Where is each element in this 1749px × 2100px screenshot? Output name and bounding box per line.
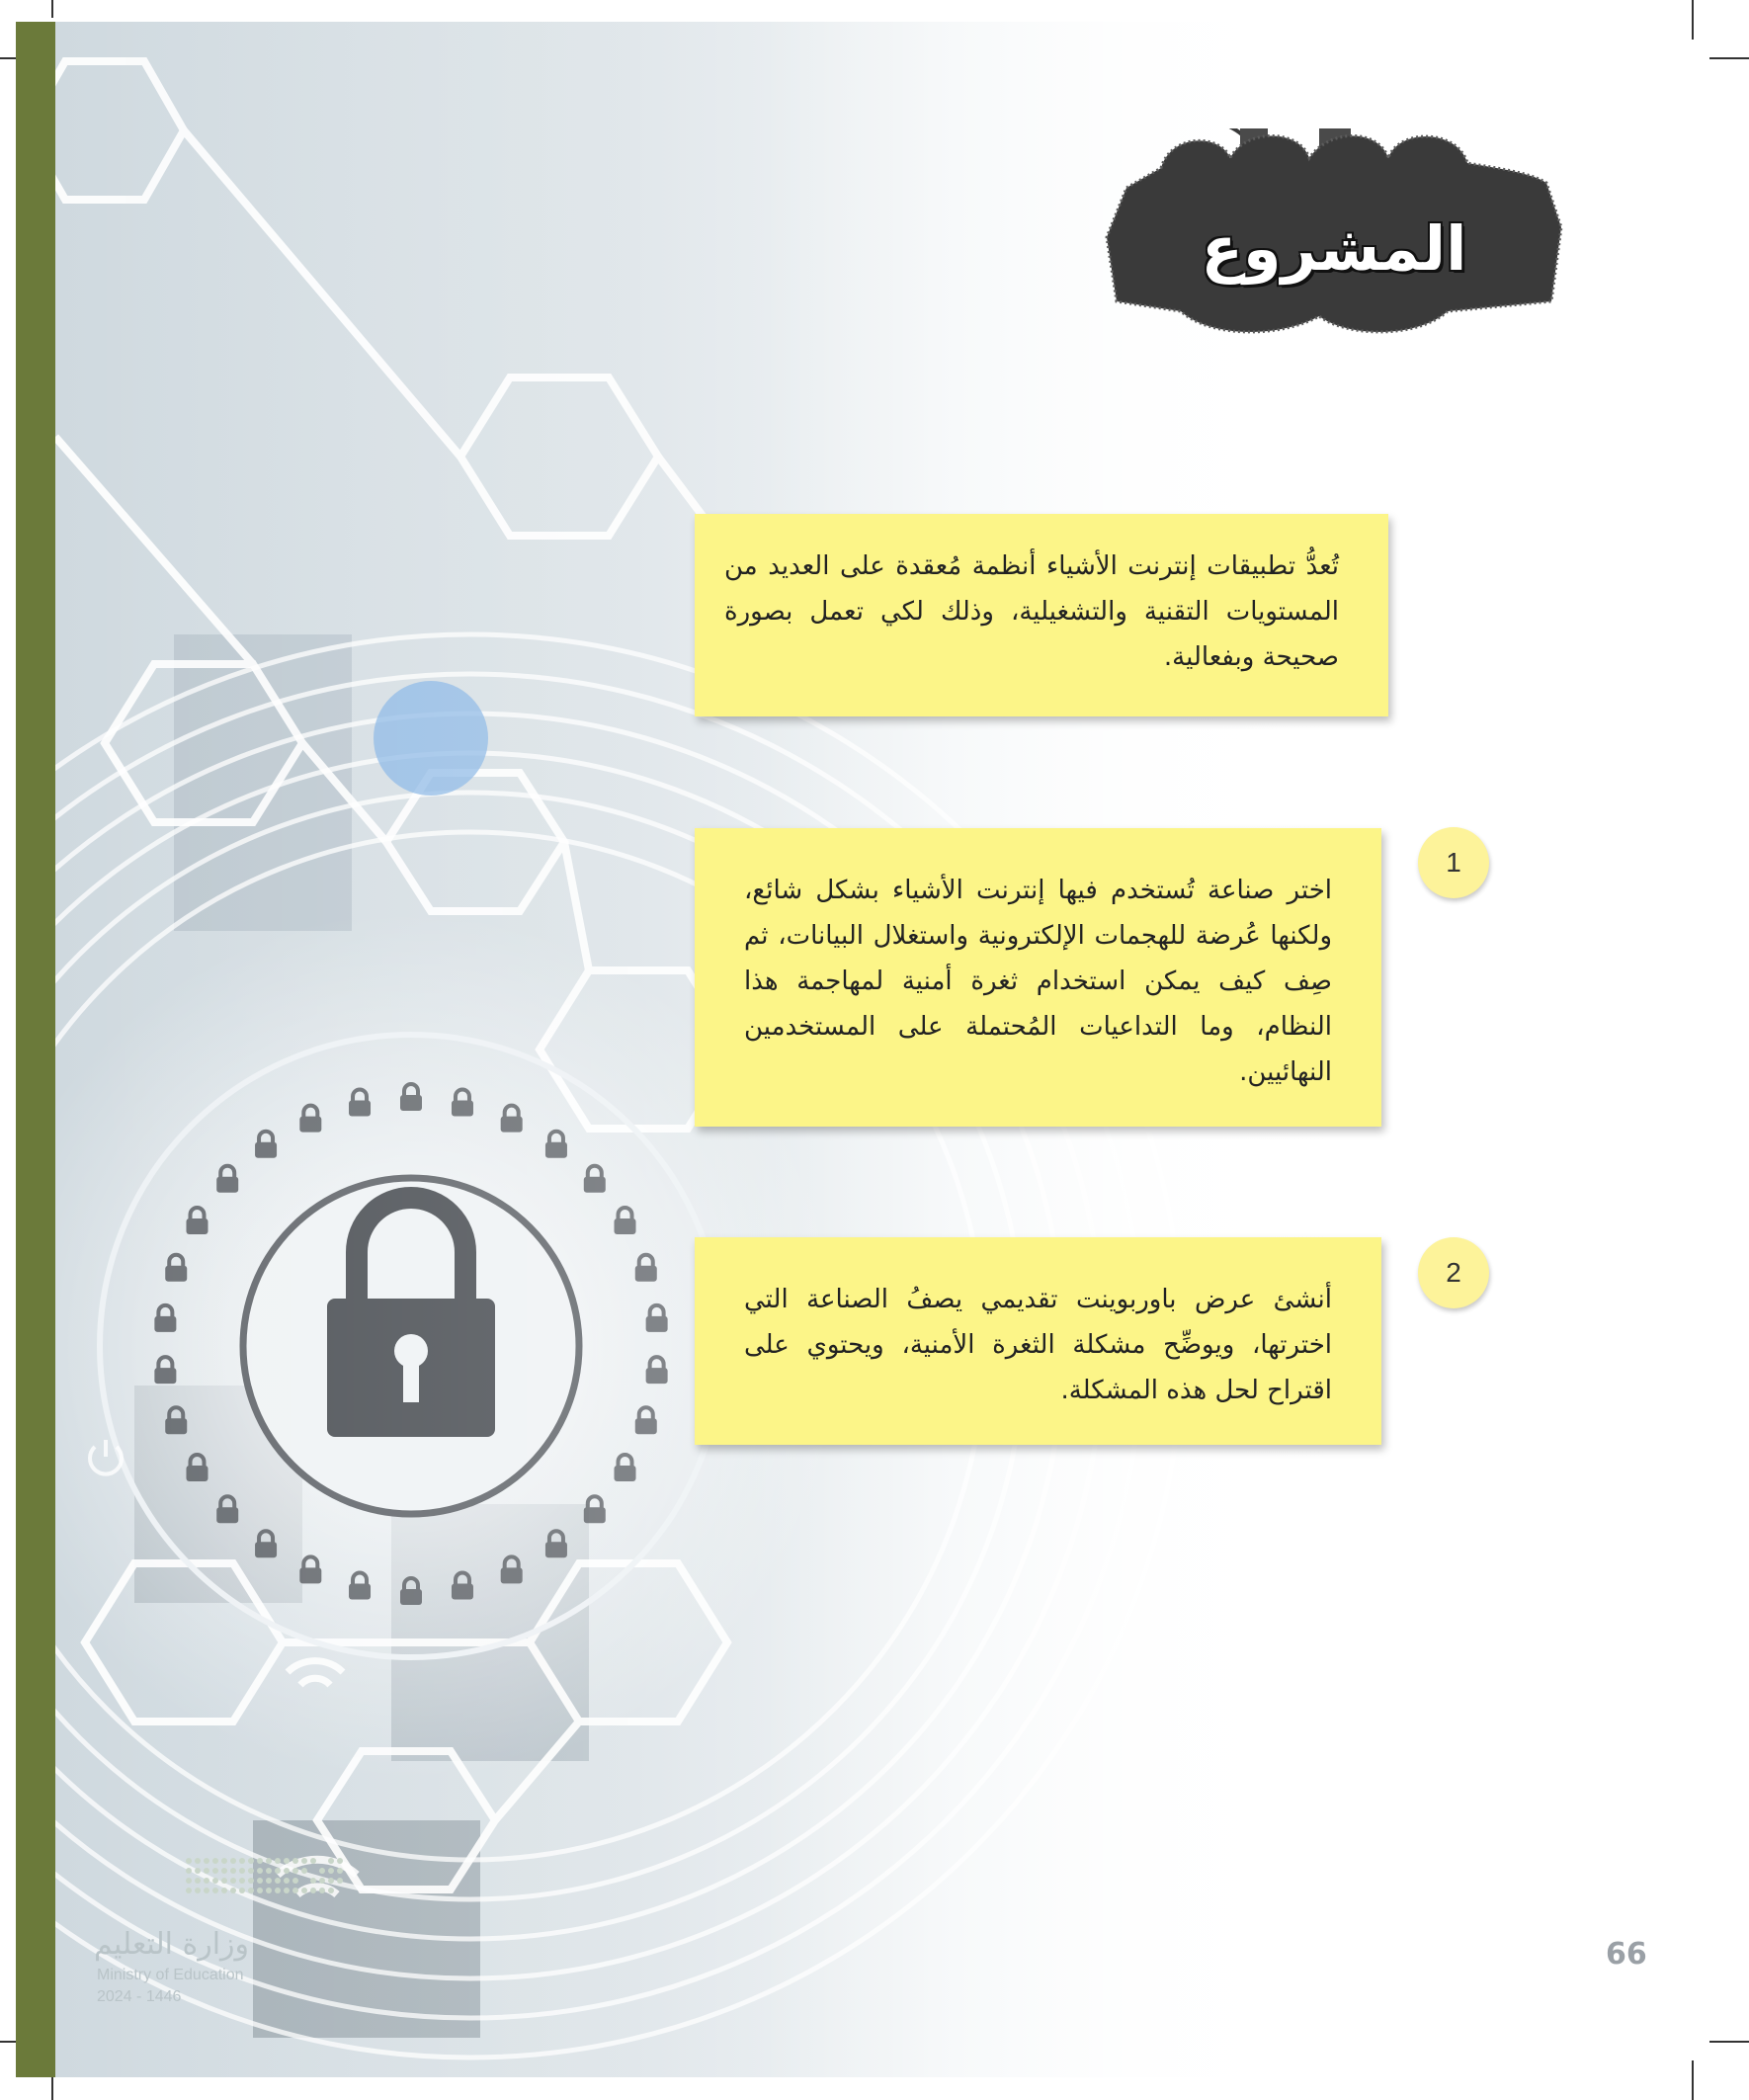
logo-dot xyxy=(186,1878,192,1884)
logo-dot xyxy=(230,1878,236,1884)
intro-text: تُعدُّ تطبيقات إنترنت الأشياء أنظمة مُعقدة على العديد من المستويات التقنية والتشغيلية، وذلك لكي تعمل بصورة صحيحة وبفعالية. xyxy=(724,551,1339,672)
step-2-note xyxy=(695,1237,1381,1445)
logo-dot xyxy=(248,1888,254,1893)
logo-dot xyxy=(319,1888,325,1893)
logo-dot xyxy=(266,1868,272,1874)
step-number-badge: 2 xyxy=(1418,1237,1489,1308)
logo-dot xyxy=(204,1858,209,1864)
logo-dot xyxy=(239,1878,245,1884)
logo-dot xyxy=(301,1868,307,1874)
logo-dot xyxy=(292,1878,298,1884)
logo-dot xyxy=(328,1858,334,1864)
logo-dot xyxy=(248,1878,254,1884)
logo-dot xyxy=(221,1878,227,1884)
ministry-year: 2024 - 1446 xyxy=(97,1988,182,2005)
step-1-note xyxy=(695,828,1381,1127)
logo-dot xyxy=(248,1858,254,1864)
logo-dot xyxy=(328,1878,334,1884)
ministry-logo xyxy=(94,1853,351,2011)
logo-dot xyxy=(301,1888,307,1893)
logo-dot xyxy=(301,1858,307,1864)
logo-dot xyxy=(284,1878,290,1884)
logo-dot xyxy=(257,1888,263,1893)
ministry-logo-icon xyxy=(183,1853,351,1902)
logo-dot xyxy=(319,1868,325,1874)
logo-dot xyxy=(221,1888,227,1893)
logo-dot xyxy=(337,1878,343,1884)
step-2-text: أنشئ عرض باوربوينت تقديمي يصفُ الصناعة التي اخترتها، ويوضِّح مشكلة الثغرة الأمنية، ويحتوي على اقتراح لحل هذه المشكلة. xyxy=(744,1285,1332,1405)
logo-dot xyxy=(310,1878,316,1884)
logo-dot xyxy=(186,1868,192,1874)
logo-dot xyxy=(230,1858,236,1864)
logo-dot xyxy=(204,1888,209,1893)
logo-dot xyxy=(284,1868,290,1874)
logo-dot xyxy=(292,1888,298,1893)
logo-dot xyxy=(337,1868,343,1874)
logo-dot xyxy=(195,1868,201,1874)
logo-dot xyxy=(328,1888,334,1893)
logo-dot xyxy=(275,1868,281,1874)
logo-dot xyxy=(239,1868,245,1874)
crop-mark xyxy=(1692,0,1694,40)
logo-dot xyxy=(319,1878,325,1884)
logo-dot xyxy=(212,1888,218,1893)
logo-dot xyxy=(195,1878,201,1884)
logo-dot xyxy=(239,1858,245,1864)
crop-mark xyxy=(1709,2041,1749,2043)
logo-dot xyxy=(257,1868,263,1874)
logo-dot xyxy=(266,1858,272,1864)
logo-dot xyxy=(292,1868,298,1874)
logo-dot xyxy=(212,1858,218,1864)
logo-dot xyxy=(239,1888,245,1893)
logo-dot xyxy=(310,1888,316,1893)
logo-dot xyxy=(221,1858,227,1864)
intro-note xyxy=(695,514,1388,716)
logo-dot xyxy=(195,1888,201,1893)
logo-dot xyxy=(266,1888,272,1893)
logo-dot xyxy=(292,1858,298,1864)
logo-dot xyxy=(204,1878,209,1884)
logo-dot xyxy=(337,1858,343,1864)
crop-mark xyxy=(51,0,53,18)
step-1-text: اختر صناعة تُستخدم فيها إنترنت الأشياء بشكل شائع، ولكنها عُرضة للهجمات الإلكترونية واستغلال البيانات، ثم صِف كيف يمكن استخدام ثغرة أمنية لمهاجمة هذا النظام، وما التداعيات المُحتملة على المستخدمين النهائيين. xyxy=(744,876,1332,1087)
ministry-name-arabic: وزارة التعليم xyxy=(94,1927,250,1962)
logo-dot xyxy=(186,1858,192,1864)
logo-dot xyxy=(230,1888,236,1893)
logo-dot xyxy=(257,1878,263,1884)
logo-dot xyxy=(186,1888,192,1893)
logo-dot xyxy=(284,1858,290,1864)
logo-dot xyxy=(248,1868,254,1874)
logo-dot xyxy=(275,1858,281,1864)
logo-dot xyxy=(266,1878,272,1884)
logo-dot xyxy=(230,1868,236,1874)
logo-dot xyxy=(221,1868,227,1874)
logo-dot xyxy=(204,1868,209,1874)
page-number: 66 xyxy=(1606,1937,1647,1972)
logo-dot xyxy=(284,1888,290,1893)
logo-dot xyxy=(212,1868,218,1874)
ministry-name-english: Ministry of Education xyxy=(97,1967,244,1983)
logo-dot xyxy=(328,1868,334,1874)
logo-dot xyxy=(275,1878,281,1884)
logo-dot xyxy=(212,1878,218,1884)
logo-dot xyxy=(195,1858,201,1864)
crop-mark xyxy=(1709,57,1749,59)
logo-dot xyxy=(310,1858,316,1864)
logo-dot xyxy=(275,1888,281,1893)
step-number-badge: 1 xyxy=(1418,827,1489,898)
page-title: المشروع xyxy=(1201,212,1467,285)
logo-dot xyxy=(257,1858,263,1864)
crop-mark xyxy=(1692,2060,1694,2100)
page-side-strip xyxy=(16,22,55,2077)
